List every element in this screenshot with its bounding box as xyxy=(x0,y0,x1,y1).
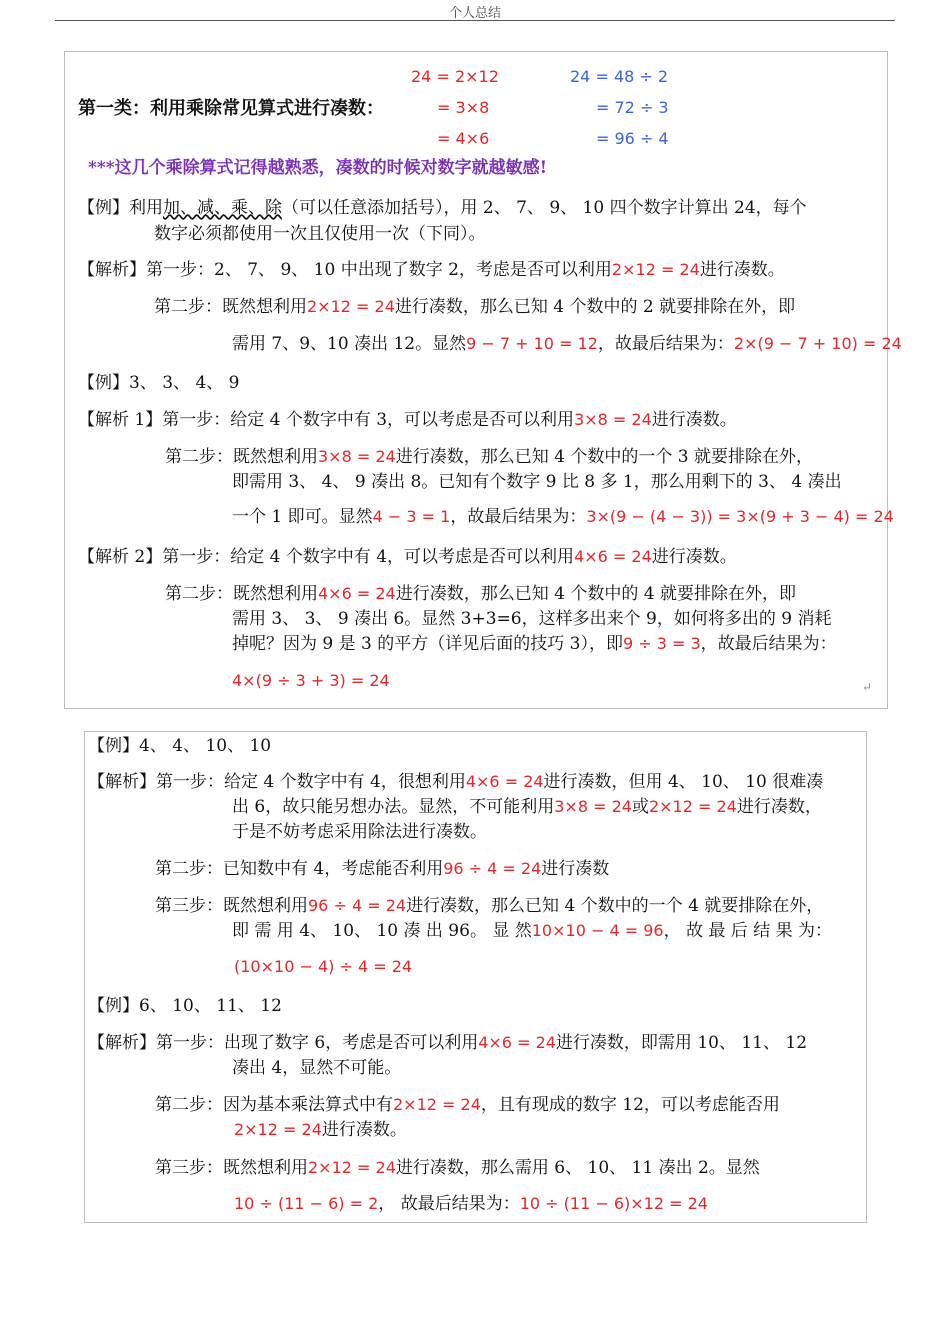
page-header: 个人总结 xyxy=(448,6,501,21)
ex4-s3-cont xyxy=(234,1193,708,1215)
text: 进行凑数。 xyxy=(699,260,785,280)
ex3-s1-end: 于是不妨考虑采用除法进行凑数。 xyxy=(232,822,487,842)
formula-mult-3: = 4×6 xyxy=(437,129,490,148)
ex1-intro: 【例】利用 xyxy=(78,198,163,218)
formula-div-2: = 72 ÷ 3 xyxy=(596,98,669,117)
ex1-line2: 数字必须都使用一次且仅使用一次（下同）。 xyxy=(154,224,486,244)
text: 进行凑数，那么已知 4 个数中的 4 就要排除在外，即 xyxy=(395,584,796,604)
ex2-b2 xyxy=(165,583,796,605)
formula: 2×12 = 24 xyxy=(234,1120,322,1139)
ex1-line1 xyxy=(78,197,807,219)
formula: 96 ÷ 4 = 24 xyxy=(443,859,542,878)
formula: 10 ÷ (11 − 6)×12 = 24 xyxy=(519,1194,708,1213)
text: 进行凑数， xyxy=(736,797,822,817)
ex4-s1 xyxy=(88,1032,807,1054)
text: ， 故最后结果为： xyxy=(378,1194,520,1214)
text: 【解析】第一步：给定 4 个数字中有 4，很想利用 xyxy=(88,772,466,792)
text: 掉呢？因为 9 是 3 的平方（详见后面的技巧 3），即 xyxy=(232,634,623,654)
formula: 10 ÷ (11 − 6) = 2 xyxy=(234,1194,379,1213)
formula: 3×8 = 24 xyxy=(318,447,396,466)
text: 【解析】第一步：2、 7、 9、 10 中出现了数字 2，考虑是否可以利用 xyxy=(78,260,612,280)
ex2-title: 【例】3、 3、 4、 9 xyxy=(78,373,240,393)
formula: 2×12 = 24 xyxy=(393,1095,481,1114)
formula: 4×6 = 24 xyxy=(318,584,396,603)
text: 第三步：既然想利用 xyxy=(155,896,308,916)
text: ，且有现成的数字 12，可以考虑能否用 xyxy=(480,1095,780,1115)
ex4-title: 【例】6、 10、 11、 12 xyxy=(88,996,282,1016)
formula: 4 − 3 = 1 xyxy=(372,507,451,526)
formula: 3×(9 − (4 − 3)) = 3×(9 + 3 − 4) = 24 xyxy=(586,507,894,526)
formula: 4×6 = 24 xyxy=(465,772,544,791)
ex2-b4 xyxy=(232,633,837,655)
ex1-step2-cont xyxy=(232,333,902,355)
text: 或 xyxy=(631,797,649,817)
text: 即 需 用 4、 10、 10 凑 出 96。 显 然 xyxy=(232,921,532,941)
text: 【解析 2】第一步：给定 4 个数字中有 4，可以考虑是否可以利用 xyxy=(78,547,575,567)
formula-div-3: = 96 ÷ 4 xyxy=(596,129,669,148)
formula: 2×12 = 24 xyxy=(308,1158,396,1177)
text: 第二步：既然想利用 xyxy=(154,297,307,317)
ex2-a2 xyxy=(165,446,813,468)
text: ，故最后结果为： xyxy=(597,334,734,354)
formula: 2×12 = 24 xyxy=(611,260,700,279)
ex2-b5: 4×(9 ÷ 3 + 3) = 24 xyxy=(232,671,390,690)
formula: 4×6 = 24 xyxy=(478,1033,556,1052)
text: ，故最后结果为： xyxy=(700,634,837,654)
text: 进行凑数，那么需用 6、 10、 11 凑出 2。显然 xyxy=(395,1158,760,1178)
text: 第三步：既然想利用 xyxy=(155,1158,308,1178)
formula: 3×8 = 24 xyxy=(554,797,632,816)
formula-mult-1: 24 = 2×12 xyxy=(411,67,499,86)
ex1-step1 xyxy=(78,259,785,281)
text: 第二步：因为基本乘法算式中有 xyxy=(155,1095,393,1115)
ex4-s1-cont: 凑出 4，显然不可能。 xyxy=(232,1058,402,1078)
formula: 96 ÷ 4 = 24 xyxy=(308,896,407,915)
ex3-title: 【例】4、 4、 10、 10 xyxy=(88,736,272,756)
text: 进行凑数。 xyxy=(321,1120,407,1140)
formula: 9 ÷ 3 = 3 xyxy=(622,634,701,653)
text: 【解析 1】第一步：给定 4 个数字中有 3，可以考虑是否可以利用 xyxy=(78,410,575,430)
text: 需用 7、9、10 凑出 12。显然 xyxy=(232,334,467,354)
ex2-a1 xyxy=(78,409,737,431)
text: 进行凑数，即需用 10、 11、 12 xyxy=(555,1033,808,1053)
formula: 9 − 7 + 10 = 12 xyxy=(466,334,598,353)
formula: 2×12 = 24 xyxy=(648,797,737,816)
formula: 3×8 = 24 xyxy=(574,410,652,429)
ex4-s2-cont xyxy=(234,1119,407,1141)
text: 进行凑数 xyxy=(541,859,610,879)
header-rule xyxy=(55,20,895,21)
text: 进行凑数，那么已知 4 个数中的一个 3 就要排除在外， xyxy=(395,447,813,467)
text: ，故最后结果为： xyxy=(450,507,587,527)
ex3-result: (10×10 − 4) ÷ 4 = 24 xyxy=(234,957,413,976)
ex4-s2 xyxy=(155,1094,780,1116)
text: 进行凑数，那么已知 4 个数中的 2 就要排除在外，即 xyxy=(394,297,796,317)
text: ， 故 最 后 结 果 为： xyxy=(663,921,833,941)
ex2-a4 xyxy=(232,506,894,528)
text: 进行凑数。 xyxy=(651,547,737,567)
ex2-a3: 即需用 3、 4、 9 凑出 8。已知有个数字 9 比 8 多 1，那么用剩下的 3、 4 凑出 xyxy=(232,472,842,492)
ex3-s3-cont xyxy=(232,920,832,942)
formula: 4×6 = 24 xyxy=(574,547,652,566)
text: 一个 1 即可。显然 xyxy=(232,507,373,527)
ex1-operations: 加、减、乘、除 xyxy=(163,198,282,218)
formula: 2×12 = 24 xyxy=(307,297,395,316)
text: 【解析】第一步：出现了数字 6，考虑是否可以利用 xyxy=(88,1033,479,1053)
text: 进行凑数，那么已知 4 个数中的一个 4 就要排除在外， xyxy=(406,896,824,916)
ex1-step2 xyxy=(154,296,795,318)
ex4-s3 xyxy=(155,1157,760,1179)
formula: 10×10 − 4 = 96 xyxy=(531,921,664,940)
text: 第二步：既然想利用 xyxy=(165,447,318,467)
memory-note: ***这几个乘除算式记得越熟悉，凑数的时候对数字就越敏感! xyxy=(88,158,548,178)
formula-mult-2: = 3×8 xyxy=(437,98,490,117)
ex3-s1-cont xyxy=(232,796,822,818)
formula-div-1: 24 = 48 ÷ 2 xyxy=(570,67,669,86)
text: 第二步：既然想利用 xyxy=(165,584,318,604)
text: 进行凑数，但用 4、 10、 10 很难凑 xyxy=(543,772,824,792)
section-title: 第一类：利用乘除常见算式进行凑数： xyxy=(78,98,384,119)
ex3-s1 xyxy=(88,771,823,793)
text: 进行凑数。 xyxy=(651,410,737,430)
text: 第二步：已知数中有 4，考虑能否利用 xyxy=(155,859,444,879)
formula: 2×(9 − 7 + 10) = 24 xyxy=(733,334,902,353)
ex3-s2 xyxy=(155,858,609,880)
ex1-rest: （可以任意添加括号），用 2、 7、 9、 10 四个数字计算出 24，每个 xyxy=(282,198,807,218)
ex3-s3 xyxy=(155,895,823,917)
paragraph-mark: ↵ xyxy=(862,680,873,694)
ex2-b3: 需用 3、 3、 9 凑出 6。显然 3+3=6，这样多出来个 9，如何将多出的 9 消耗 xyxy=(232,609,832,629)
text: 出 6，故只能另想办法。显然，不可能利用 xyxy=(232,797,555,817)
ex2-b1 xyxy=(78,546,737,568)
